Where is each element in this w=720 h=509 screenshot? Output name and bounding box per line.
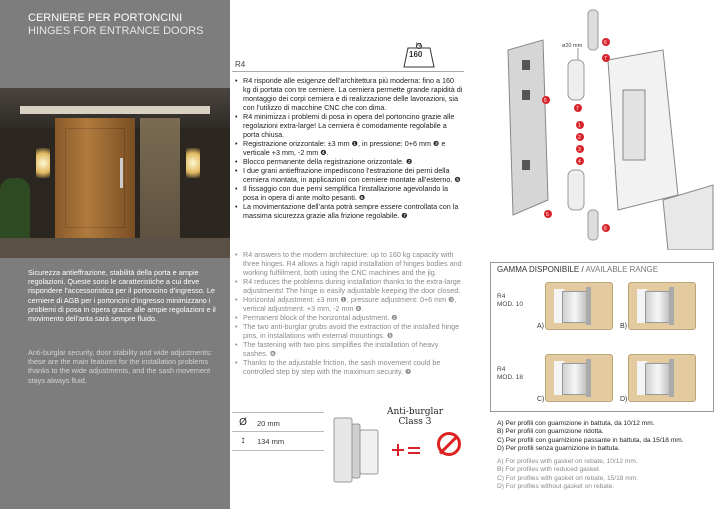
diameter-value: 20 mm bbox=[257, 419, 280, 428]
diameter-icon: Ø bbox=[239, 417, 247, 428]
model-mod10-label bbox=[497, 293, 523, 309]
range-notes-english bbox=[497, 458, 717, 492]
list-item: • R4 answers to the modern architecture: up to 160 kg capacity with three hinges. R4 allows a high rapid installation of hinges bodies and working fulfillment, both using the CNC machines and the jig. bbox=[235, 250, 463, 277]
intro-text-italian: Sicurezza antieffrazione, stabilità della porta e ampie regolazioni. Queste sono le caratteristiche a cui deve rispondere l’accessoristica per il portoncino d’ingresso. Le cerniere di AGB per i portoncini d’ingresso minimizzano i problemi di posa in opera grazie alle ampie regolazioni e il movimento dell’anta sarà sempre fluido. bbox=[28, 268, 216, 324]
title-english: HINGES FOR ENTRANCE DOORS bbox=[28, 25, 204, 37]
variant-b-label: B) bbox=[620, 323, 627, 330]
model-variant: MOD. 18 bbox=[497, 374, 524, 381]
model-mod18-label bbox=[497, 366, 523, 382]
callout-6: 6 bbox=[604, 40, 607, 46]
callout-1: 1 bbox=[578, 123, 581, 129]
callout-5b: 5 bbox=[546, 212, 549, 218]
weight-value: 160 bbox=[409, 50, 423, 59]
callout-6b: 6 bbox=[604, 226, 607, 232]
note-d: D) Per profili senza guarnizione in battuta. bbox=[497, 445, 620, 453]
divider bbox=[232, 71, 464, 72]
range-title-italian: GAMMA DISPONIBILE bbox=[497, 265, 580, 274]
model-name: R4 bbox=[497, 366, 506, 373]
divider bbox=[232, 431, 324, 432]
note-a: A) For profiles with gasket on rebate, 10/12 mm. bbox=[497, 458, 638, 465]
variant-d-label: D) bbox=[620, 396, 628, 403]
feature-list-english bbox=[235, 250, 463, 376]
list-item: • R4 reduces the problems during installation thanks to the extra-large adjustments! The hinge is easily adjustable keeping the door closed. bbox=[235, 277, 463, 295]
note-d: D) For profiles without gasket on rebate. bbox=[497, 483, 615, 491]
model-variant: MOD. 10 bbox=[497, 301, 524, 308]
range-title: GAMMA DISPONIBILE / AVAILABLE RANGE bbox=[497, 265, 659, 274]
list-item: • R4 minimizza i problemi di posa in opera del portoncino grazie alle regolazioni extra-large! La cerniera è comodamente regolabile a porta chiusa. bbox=[235, 112, 463, 139]
list-item: • R4 risponde alle esigenze dell’architettura più moderna: fino a 160 kg di portata con tre cerniere. La cerniera permette grande rapidità di montaggio dei corpi cerniera e di realizzazione delle lavorazioni, sia con l’utilizzo di macchine CNC che con dima. bbox=[235, 76, 463, 112]
diameter-callout: ø20 mm bbox=[562, 43, 583, 49]
section-title bbox=[28, 12, 203, 38]
weight-badge bbox=[402, 42, 436, 68]
divider bbox=[232, 450, 324, 451]
feature-list-italian bbox=[235, 76, 463, 220]
variant-a-label: A) bbox=[537, 323, 544, 330]
callout-7b: 7 bbox=[576, 106, 579, 112]
callout-7: 7 bbox=[604, 56, 607, 62]
no-drill-icon bbox=[437, 432, 461, 456]
height-icon: ↕ bbox=[240, 435, 246, 446]
list-item: • Blocco permanente della registrazione orizzontale. ❷ bbox=[235, 157, 463, 166]
list-item: • I due grani antieffrazione impediscono l’estrazione dei perni della cerniera montata, in applicazioni con cerniere montate all’esterno. ❺ bbox=[235, 166, 463, 184]
callout-5: 5 bbox=[544, 98, 547, 104]
note-c: C) For profiles with gasket on rebate, 15/18 mm. bbox=[497, 474, 639, 482]
title-italian: CERNIERE PER PORTONCINI bbox=[28, 12, 183, 24]
entrance-door-photo bbox=[0, 88, 230, 258]
exploded-hinge-diagram bbox=[488, 0, 720, 250]
range-title-english: AVAILABLE RANGE bbox=[585, 265, 659, 274]
callout-4: 4 bbox=[578, 159, 581, 165]
side-panel bbox=[0, 0, 230, 509]
anti-burglar-class: Class 3 bbox=[398, 417, 432, 427]
variant-c-label: C) bbox=[537, 396, 545, 403]
product-name: R4 bbox=[235, 60, 246, 69]
height-value: 134 mm bbox=[257, 437, 285, 446]
variant-b-illustration bbox=[628, 282, 696, 330]
weight-unit: kg bbox=[416, 42, 422, 48]
range-notes-italian bbox=[497, 420, 717, 454]
note-a: A) Per profili con guarnizione in battuta, da 10/12 mm. bbox=[497, 420, 655, 427]
variant-a-illustration bbox=[545, 282, 613, 330]
divider bbox=[232, 412, 324, 413]
note-c: C) Per profili con guarnizione passante in battuta, da 15/18 mm. bbox=[497, 436, 684, 444]
list-item: • Horizontal adjustment: ±3 mm ❶, pressure adjustment: 0+6 mm ❸, vertical adjustment: +3 mm, -2 mm ❹. bbox=[235, 295, 463, 313]
list-item: • La movimentazione dell’anta potrà sempre essere controllata con la massima sicurezza grazie alla frizione regolabile. ❼ bbox=[235, 202, 463, 220]
list-item: • Thanks to the adjustable friction, the sash movement could be controlled step by step with the maximum security. ❼ bbox=[235, 358, 463, 376]
list-item: • Il fissaggio con due perni semplifica l’installazione agevolando la posa in opera di ante molto pesanti. ❻ bbox=[235, 184, 463, 202]
note-b: B) For profiles with reduced gasket. bbox=[497, 466, 601, 474]
callout-3: 3 bbox=[578, 147, 581, 153]
anti-burglar-title: Anti-burglar bbox=[387, 407, 443, 417]
model-name: R4 bbox=[497, 293, 506, 300]
note-b: B) Per profili con guarnizione ridotta. bbox=[497, 428, 604, 436]
list-item: • Permanent block of the horizontal adjustment. ❷ bbox=[235, 313, 463, 322]
variant-d-illustration bbox=[628, 354, 696, 402]
intro-text-english: Anti-burglar security, door stability and wide adjustments: these are the main features for the installation problems thanks to the wide adjustments, and the sash movement stays always fluid. bbox=[28, 348, 212, 385]
list-item: • Registrazione orizzontale: ±3 mm ❶, in pressione: 0+6 mm ❸ e verticale +3 mm, -2 mm ❹. bbox=[235, 139, 463, 157]
list-item: • The two anti-burglar grubs avoid the extraction of the installed hinge pins, in installations with external mountings. ❺ bbox=[235, 322, 463, 340]
variant-c-illustration bbox=[545, 354, 613, 402]
callout-2: 2 bbox=[578, 135, 581, 141]
anti-burglar-label bbox=[387, 407, 443, 427]
list-item: • The fastening with two pins simplifies the installation of heavy sashes. ❻ bbox=[235, 340, 463, 358]
